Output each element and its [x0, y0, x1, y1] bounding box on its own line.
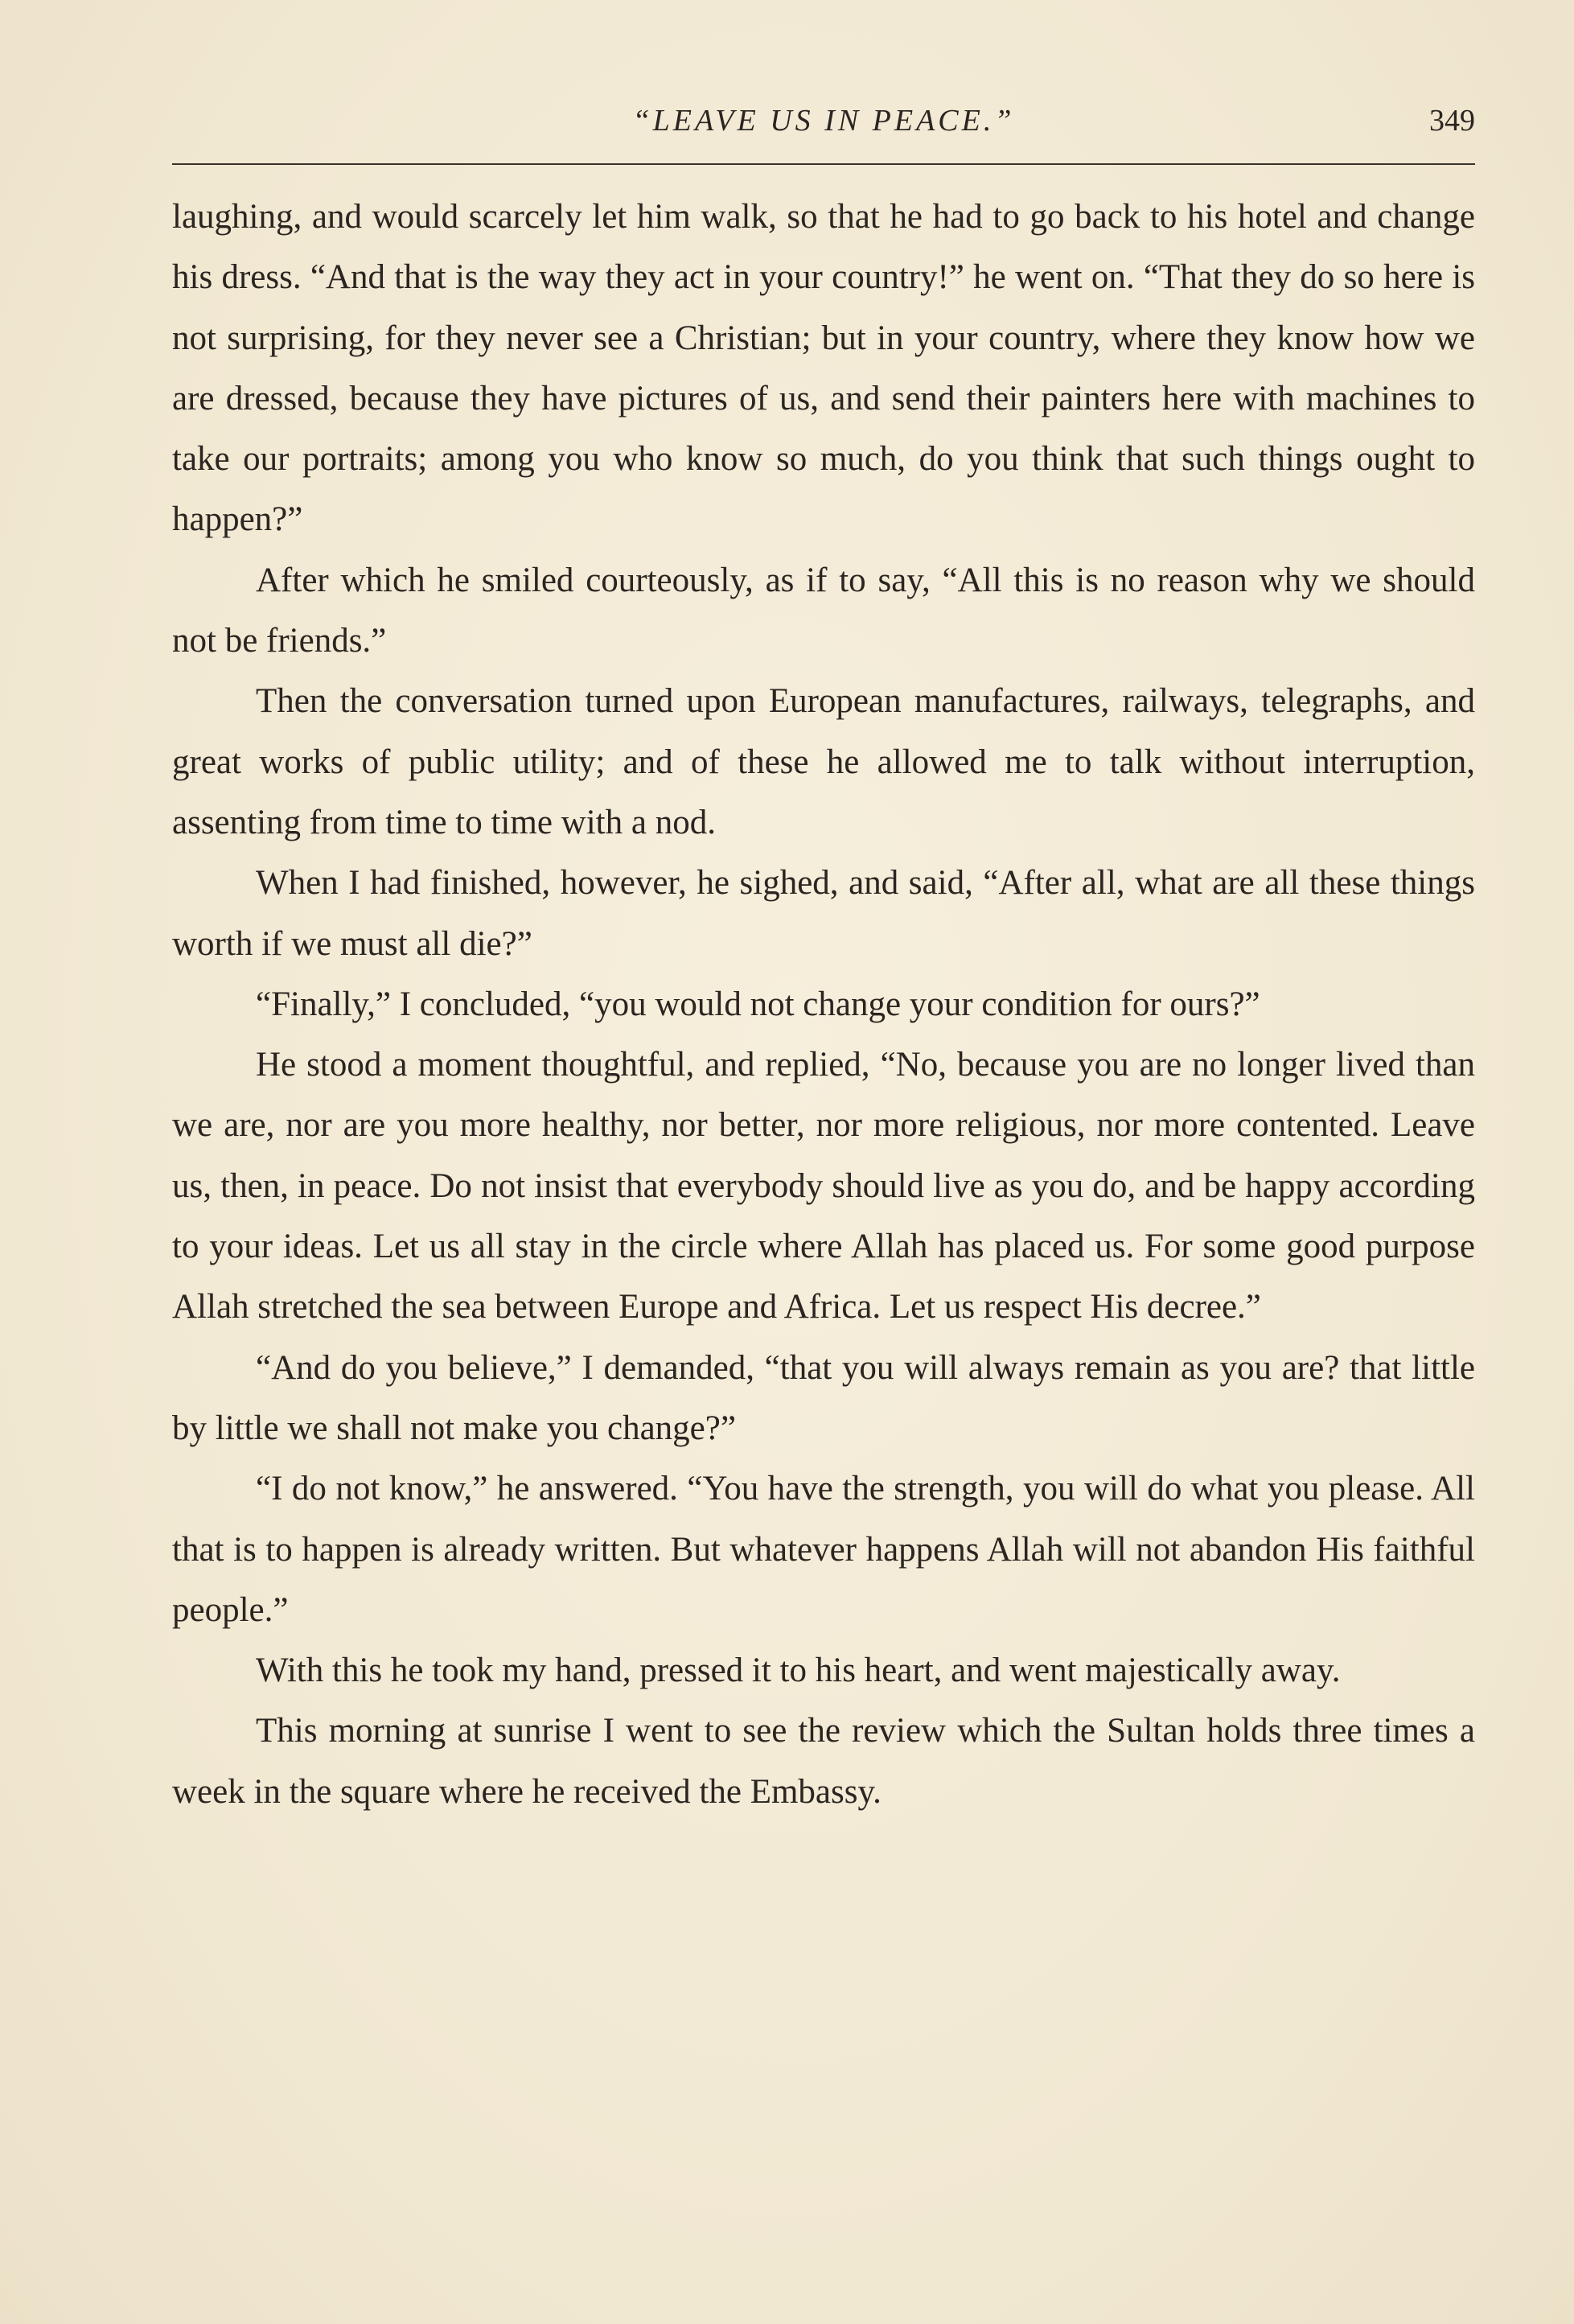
paragraph-5: “Finally,” I concluded, “you would not change your condition for ours?”: [256, 985, 1260, 1023]
paragraph-2: After which he smiled courteously, as if to say, “All this is no reason why we should not be friends.”: [172, 561, 1475, 660]
body-text: [172, 187, 1475, 1822]
header-rule: [172, 163, 1475, 165]
paragraph-3: Then the conversation turned upon European manufactures, railways, telegraphs, and great works of public utility; and of these he allowed me to talk without interruption, assenting from time to time with a nod.: [172, 682, 1475, 841]
page-number: 349: [1429, 104, 1475, 138]
paragraph-6: He stood a moment thoughtful, and replied, “No, because you are no longer lived than we are, nor are you more healthy, nor better, nor more religious, nor more contented. Leave us, then, in peace. Do not insist that everybody should live as you do, and be happy according to your ideas. Let us all stay in the circle where Allah has placed us. For some good purpose Allah stretched the sea between Europe and Africa. Let us respect His decree.”: [172, 1046, 1475, 1327]
paragraph-1: laughing, and would scarcely let him walk, so that he had to go back to his hotel and change his dress. “And that is the way they act in your country!” he went on. “That they do so here is not surprising, for they never see a Christian; but in your country, where they know how we are dressed, because they have pictures of us, and send their painters here with machines to take our portraits; among you who know so much, do you think that such things ought to happen?”: [172, 198, 1475, 539]
paragraph-10: This morning at sunrise I went to see the review which the Sultan holds three times a week in the square where he received the Embassy.: [172, 1712, 1475, 1811]
paragraph-4: When I had finished, however, he sighed, and said, “After all, what are all these things worth if we must all die?”: [172, 864, 1475, 963]
page-header: [172, 103, 1475, 151]
paragraph-8: “I do not know,” he answered. “You have the strength, you will do what you please. All that is to happen is already written. But whatever happens Allah will not abandon His faithful people.”: [172, 1470, 1475, 1629]
running-title: “LEAVE US IN PEACE.”: [632, 104, 1015, 138]
paragraph-7: “And do you believe,” I demanded, “that you will always remain as you are? that little by little we shall not make you change?”: [172, 1348, 1475, 1447]
paragraph-9: With this he took my hand, pressed it to his heart, and went majestically away.: [256, 1651, 1341, 1690]
